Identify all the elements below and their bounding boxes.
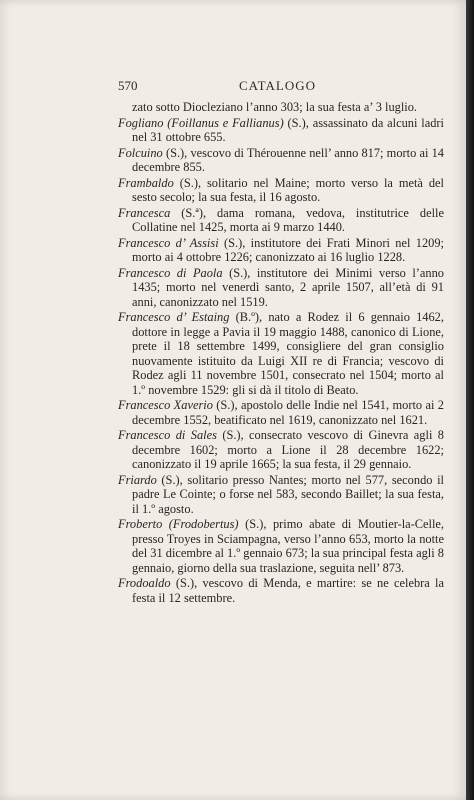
entry-name: Francesco di Sales <box>118 428 217 442</box>
catalog-entry <box>118 266 444 310</box>
entry-name: Francesco di Paola <box>118 265 223 280</box>
catalog-entry <box>118 146 444 175</box>
entry-text: (S.), assassinato da alcuni ladri nel 31 ottobre 655. <box>132 115 444 144</box>
catalog-entries <box>118 100 444 606</box>
entry-name: Friardo <box>118 472 157 487</box>
entry-text: (S.), institutore dei Minimi verso l’anno 1435; morto nel venerdì santo, 2 aprile 1507, all’età di 91 anni, canonizzato nel 1519. <box>132 265 445 309</box>
entry-name: Fogliano (Foillanus e Fallianus) <box>118 115 284 130</box>
catalog-entry <box>118 310 444 397</box>
entry-name: Frambaldo <box>118 175 174 190</box>
entry-text: (S.), vescovo di Thérouenne nell’ anno 817; morto ai 14 decembre 855. <box>132 145 444 174</box>
entry-name: Froberto (Frodobertus) <box>118 517 239 531</box>
entry-name: Francesca <box>118 205 171 220</box>
catalog-entry <box>118 116 444 145</box>
catalog-entry <box>118 236 444 265</box>
catalog-entry <box>118 576 444 605</box>
catalog-entry <box>118 517 444 575</box>
catalog-entry <box>118 100 444 115</box>
page-number: 570 <box>118 78 138 93</box>
entry-text: (S.), institutore dei Frati Minori nel 1209; morto ai 4 ottobre 1226; canonizzato ai 16 luglio 1228. <box>132 235 444 264</box>
entry-name: Frodoaldo <box>118 576 171 590</box>
catalog-entry <box>118 473 444 517</box>
entry-text: (S.ª), dama romana, vedova, institutrice delle Collatine nel 1425, morta ai 9 marzo 1440. <box>132 205 444 234</box>
entry-text: (S.), consecrato vescovo di Ginevra agli 8 decembre 1602; morto a Lione il 28 decembre 1622; canonizzato il 19 aprile 1665; la sua festa, il 29 gennaio. <box>132 428 444 471</box>
page-edge-shadow <box>466 0 474 800</box>
entry-text: (S.), solitario presso Nantes; morto nel 577, secondo il padre Le Cointe; o forse nel 583, secondo Baillet; la sua festa, il 1.º agosto. <box>132 472 444 516</box>
entry-name: Francesco d’ Assisi <box>118 235 219 250</box>
entry-text: zato sotto Diocleziano l’anno 303; la sua festa a’ 3 luglio. <box>132 100 418 114</box>
entry-text: (B.º), nato a Rodez il 6 gennaio 1462, dottore in legge a Pavia il 19 maggio 1488, canonico di Lione, prete il 18 settembre 1499, consigliere del gran consiglio nuovamente istituito da Luigi XII re di Francia; vescovo di Rodez agli 11 novembre 1501, consecrato nel 1504; morto al 1.º novembre 1529: gli si dà il titolo di Beato. <box>132 310 444 397</box>
catalog-entry <box>118 428 444 472</box>
entry-text: (S.), solitario nel Maine; morto verso la metà del sesto secolo; la sua festa, il 16 agosto. <box>132 175 444 204</box>
entry-text: (S.), apostolo delle Indie nel 1541, morto ai 2 decembre 1552, beatificato nel 1619, canonizzato nel 1621. <box>132 398 444 427</box>
page-header <box>118 78 444 98</box>
running-title: CATALOGO <box>239 78 317 93</box>
catalog-entry <box>118 176 444 205</box>
entry-name: Francesco Xaverio <box>118 398 213 412</box>
entry-name: Francesco d’ Estaing <box>118 310 230 324</box>
catalog-entry <box>118 398 444 427</box>
entry-name: Folcuino <box>118 145 163 160</box>
entry-text: (S.), vescovo di Menda, e martire: se ne celebra la festa il 12 settembre. <box>132 576 444 605</box>
catalog-entry <box>118 206 444 235</box>
entry-text: (S.), primo abate di Moutier-la-Celle, presso Troyes in Sciampagna, verso l’anno 653, morto la notte del 31 dicembre al 1.º gennaio 673; la sua principal festa agli 8 gennaio, giorno della sua traslazione, seguita nell’ 873. <box>132 517 445 575</box>
